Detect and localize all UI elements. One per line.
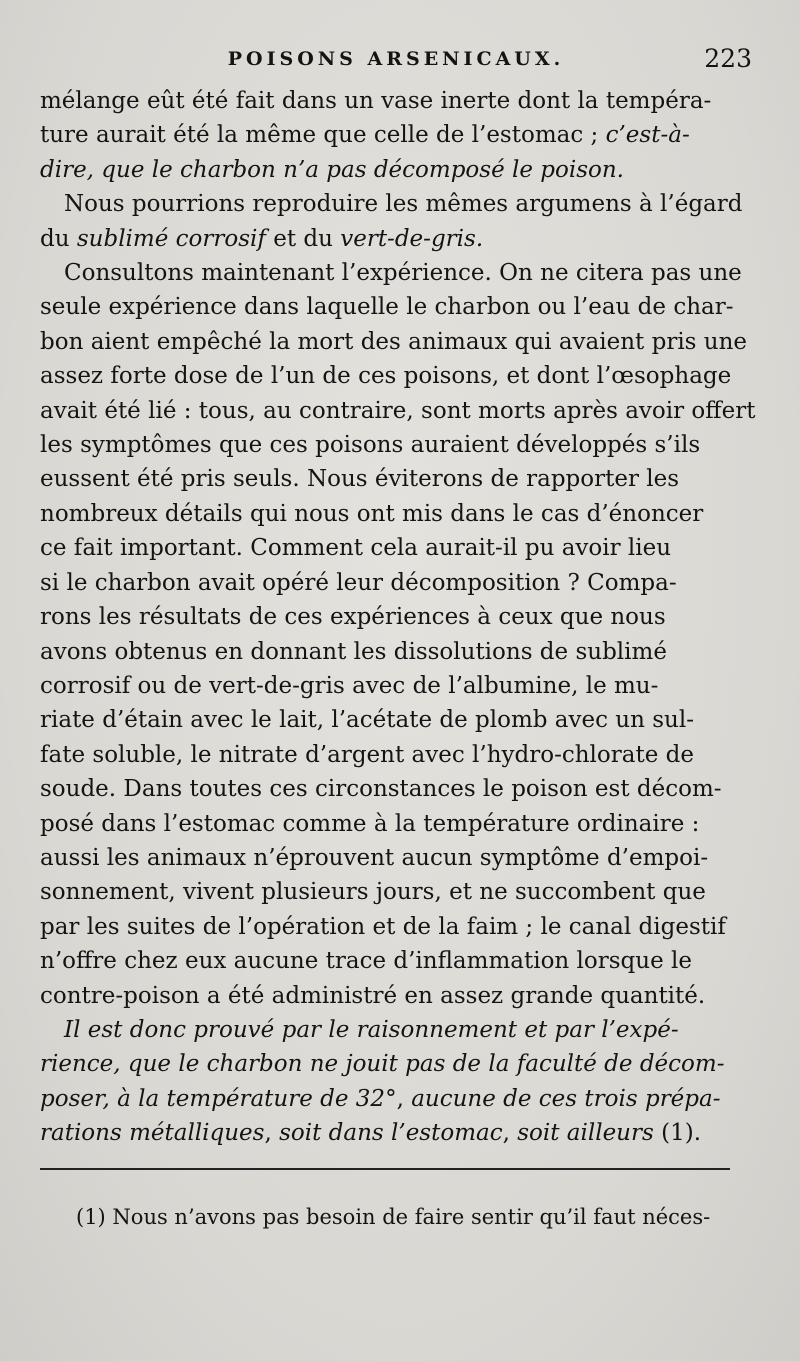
text-line: posé dans l’estomac comme à la température ordinaire :	[40, 810, 700, 837]
italic-segment: aucune de ces trois prépa-	[411, 1085, 721, 1112]
text-segment: ,	[396, 1085, 412, 1112]
italic-segment: soit dans l’estomac	[279, 1120, 503, 1147]
italic-segment: c’est-à-	[605, 122, 690, 149]
footnote-rule	[40, 1168, 730, 1170]
running-title: POISONS ARSENICAUX.	[227, 48, 565, 70]
text-line	[40, 1116, 730, 1150]
italic-segment: dire, que le charbon n’a pas décomposé le poison.	[40, 156, 624, 183]
text-segment: (1).	[653, 1120, 701, 1147]
text-segment: du	[40, 225, 77, 252]
text-line: aussi les animaux n’éprouvent aucun symptôme d’empoi-	[40, 844, 709, 871]
text-line: les symptômes que ces poisons auraient développés s’ils	[40, 432, 701, 459]
text-line: si le charbon avait opéré leur décomposition ? Compa-	[40, 569, 677, 596]
text-line: contre-poison a été administré en assez grande quantité.	[40, 982, 706, 1009]
italic-segment: vert-de-gris.	[340, 225, 484, 252]
text-segment: ture aurait été la même que celle de l’estomac ;	[40, 122, 606, 149]
text-line	[40, 222, 730, 256]
text-line	[40, 1047, 730, 1081]
text-line: Consultons maintenant l’expérience. On ne citera pas une	[64, 260, 742, 287]
text-line: avait été lié : tous, au contraire, sont morts après avoir offert	[40, 397, 756, 424]
italic-segment: poser, à la température de 32°	[40, 1085, 397, 1112]
text-line: corrosif ou de vert-de-gris avec de l’albumine, le mu-	[40, 672, 659, 699]
text-line: fate soluble, le nitrate d’argent avec l’hydro-chlorate de	[40, 741, 694, 768]
text-line: seule expérience dans laquelle le charbon ou l’eau de char-	[40, 294, 734, 321]
text-line: n’offre chez eux aucune trace d’inflammation lorsque le	[40, 948, 692, 975]
text-line: eussent été pris seuls. Nous éviterons de rapporter les	[40, 466, 680, 493]
text-line: soude. Dans toutes ces circonstances le poison est décom-	[40, 776, 722, 803]
text-line	[40, 118, 730, 152]
page-header	[40, 44, 752, 84]
text-line	[40, 1013, 730, 1047]
text-segment: et du	[265, 225, 341, 252]
text-line: par les suites de l’opération et de la faim ; le canal digestif	[40, 913, 726, 940]
italic-segment: sublimé corrosif	[76, 225, 266, 252]
italic-segment: rations métalliques	[40, 1120, 265, 1147]
text-line: ce fait important. Comment cela aurait-il pu avoir lieu	[40, 535, 672, 562]
text-line: nombreux détails qui nous ont mis dans le cas d’énoncer	[40, 500, 704, 527]
text-segment: ,	[264, 1120, 280, 1147]
text-line: riate d’étain avec le lait, l’acétate de plomb avec un sul-	[40, 707, 694, 734]
text-line: rons les résultats de ces expériences à ceux que nous	[40, 604, 666, 631]
text-line: assez forte dose de l’un de ces poisons, et dont l’œsophage	[40, 363, 732, 390]
body-text	[40, 84, 756, 1151]
footnote: (1) Nous n’avons pas besoin de faire sentir qu’il faut néces-	[76, 1205, 711, 1229]
text-line: Nous pourrions reproduire les mêmes argumens à l’égard	[64, 191, 743, 218]
text-line: sonnement, vivent plusieurs jours, et ne succombent que	[40, 879, 706, 906]
italic-segment: Il est donc prouvé par le raisonnement et par l’expé-	[64, 1016, 679, 1043]
text-line: avons obtenus en donnant les dissolutions de sublimé	[40, 638, 667, 665]
text-line	[40, 153, 730, 187]
text-segment: ,	[502, 1120, 518, 1147]
text-line: mélange eût été fait dans un vase inerte dont la tempéra-	[40, 88, 712, 114]
text-line: bon aient empêché la mort des animaux qui avaient pris une	[40, 328, 748, 355]
text-line	[40, 1082, 730, 1116]
page-number: 223	[704, 44, 752, 73]
italic-segment: soit ailleurs	[517, 1120, 654, 1147]
italic-segment: rience, que le charbon ne jouit pas de la faculté de décom-	[40, 1051, 725, 1078]
